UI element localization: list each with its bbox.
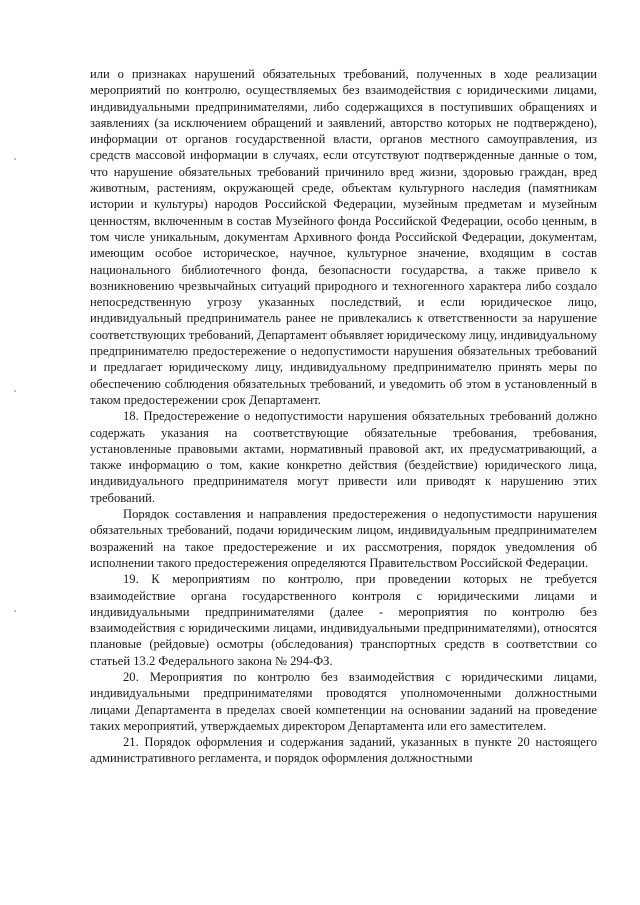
margin-mark — [14, 390, 16, 392]
paragraph-18: 18. Предостережение о недопустимости нарушения обязательных требований должно содержать указания на соответствующие обязательные требования, требования, установленные правовыми актами, нормативный правовой акт, их предусматривающий, а также информацию о том, какие конкретно действия (бездействие) юридического лица, индивидуального предпринимателя могут привести или приводят к нарушению этих требований. — [90, 409, 597, 505]
paragraph-continuation: или о признаках нарушений обязательных требований, полученных в ходе реализации мероприятий по контролю, осуществляемых без взаимодействия с юридическими лицами, индивидуальными предпринимателями, либо содержащихся в поступивших обращениях и заявлениях (за исключением обращений и заявлений, авторство которых не подтверждено), информации от органов государственной власти, органов местного самоуправления, из средств массовой информации в случаях, если отсутствуют подтвержденные данные о том, что нарушение обязательных требований причинило вред жизни, здоровью граждан, вред животным, растениям, окружающей среде, объектам культурного наследия (памятникам истории и культуры) народов Российской Федерации, музейным предметам и музейным ценностям, включенным в состав Музейного фонда Российской Федерации, особо ценным, в том числе уникальным, документам Архивного фонда Российской Федерации, документам, имеющим особое историческое, научное, культурное значение, входящим в состав национального библиотечного фонда, безопасности государства, а также привело к возникновению чрезвычайных ситуаций природного и техногенного характера либо создало непосредственную угрозу указанных последствий, и если юридическое лицо, индивидуальный предприниматель ранее не привлекались к ответственности за нарушение соответствующих требований, Департамент объявляет юридическому лицу, индивидуальному предпринимателю предостережение о недопустимости нарушения обязательных требований и предлагает юридическому лицу, индивидуальному предпринимателю принять меры по обеспечению соблюдения обязательных требований, и уведомить об этом в установленный в таком предостережении срок Департамент. — [90, 67, 597, 407]
paragraph-procedure: Порядок составления и направления предостережения о недопустимости нарушения обязательных требований, подачи юридическим лицом, индивидуальным предпринимателем возражений на такое предостережение и их рассмотрения, порядок уведомления об исполнении такого предостережения определяются Правительством Российской Федерации. — [90, 507, 597, 570]
paragraph-19: 19. К мероприятиям по контролю, при проведении которых не требуется взаимодействие органа государственного контроля с юридическими лицами и индивидуальными предпринимателями (далее - мероприятия по контролю без взаимодействия с юридическими лицами, индивидуальными предпринимателями), относятся плановые (рейдовые) осмотры (обследования) транспортных средств в соответствии со статьей 13.2 Федерального закона № 294-ФЗ. — [90, 572, 597, 668]
paragraph-20: 20. Мероприятия по контролю без взаимодействия с юридическими лицами, индивидуальными предпринимателями проводятся уполномоченными должностными лицами Департамента в пределах своей компетенции на основании заданий на проведение таких мероприятий, утверждаемых директором Департамента или его заместителем. — [90, 669, 597, 733]
document-body — [90, 66, 597, 767]
margin-mark — [14, 158, 16, 160]
margin-mark — [14, 610, 16, 612]
paragraph-21: 21. Порядок оформления и содержания заданий, указанных в пункте 20 настоящего административного регламента, и порядок оформления должностными — [90, 735, 597, 766]
